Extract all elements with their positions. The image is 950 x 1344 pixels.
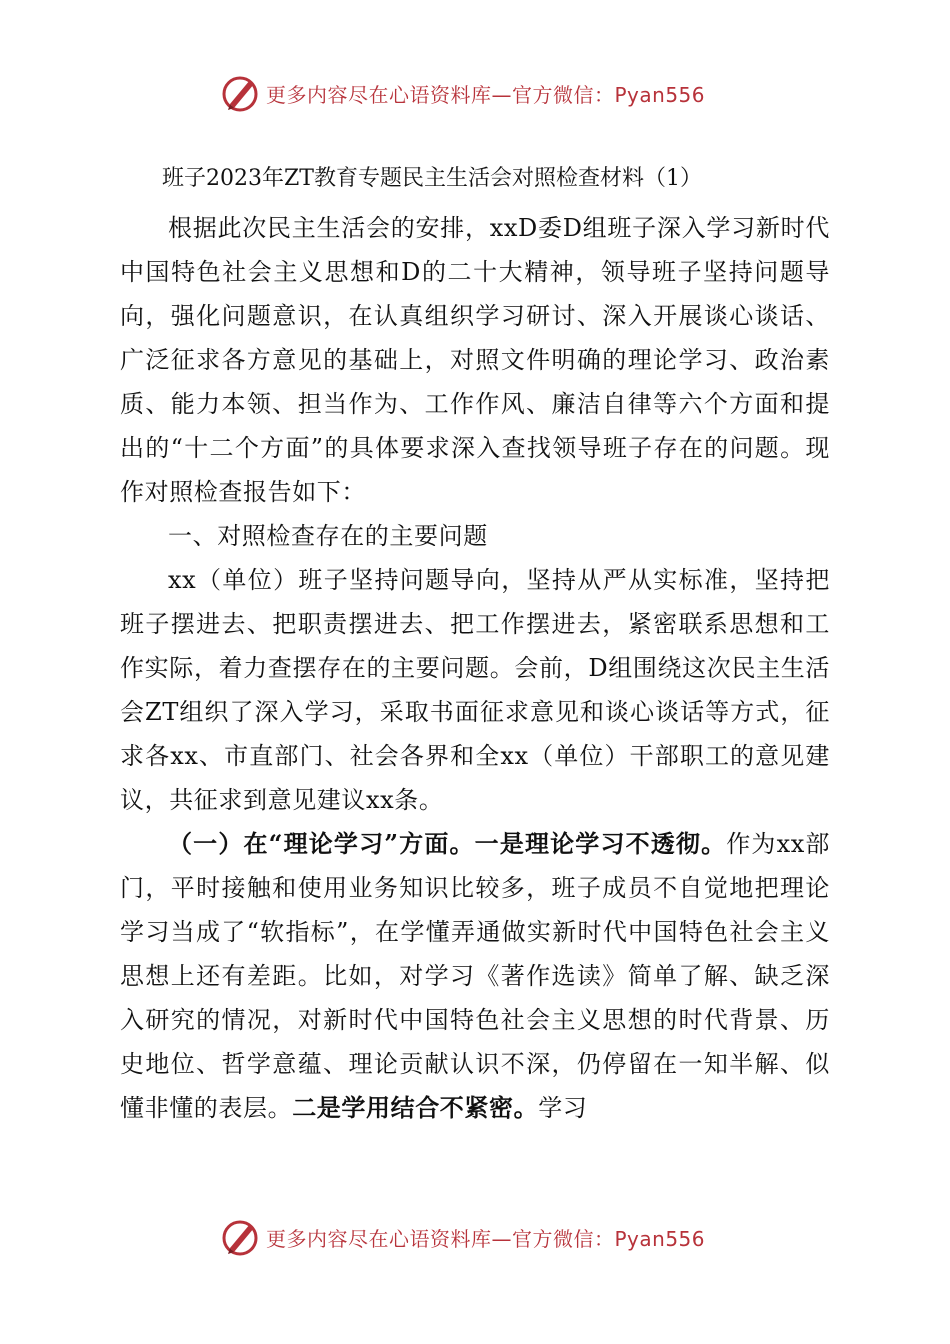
point-one-body: 作为xx部门，平时接触和使用业务知识比较多，班子成员不自觉地把理论学习当成了“软指标”，在学懂弄通做实新时代中国特色社会主义思想上还有差距。比如，对学习《著作选读》简单了解、缺乏深入研究的情况，对新时代中国特色社会主义思想的时代背景、历史地位、哲学意蕴、理论贡献认识不深，仍停留在一知半解、似懂非懂的表层。 — [120, 830, 830, 1122]
watermark-text: 更多内容尽在心语资料库—官方微信：Pyan556 — [266, 1226, 706, 1251]
section-heading: 一、对照检查存在的主要问题 — [168, 522, 488, 550]
subsection-paragraph — [120, 822, 830, 1130]
watermark-banner-top — [220, 70, 740, 116]
section-paragraph: xx（单位）班子坚持问题导向，坚持从严从实标准，坚持把班子摆进去、把职责摆进去、把工作摆进去，紧密联系思想和工作实际，着力查摆存在的主要问题。会前，D组围绕这次民主生活会ZT组织了深入学习，采取书面征求意见和谈心谈话等方式，征求各xx、市直部门、社会各界和全xx（单位）干部职工的意见建议，共征求到意见建议xx条。 — [120, 566, 830, 814]
watermark-banner-bottom — [220, 1214, 740, 1260]
document-title: 班子2023年ZT教育专题民主生活会对照检查材料（1） — [162, 166, 702, 191]
point-two-title: 二是学用结合不紧密。 — [292, 1093, 539, 1122]
subsection-heading: （一）在“理论学习”方面。 — [168, 829, 475, 858]
document-body — [120, 152, 830, 1130]
point-one-title: 一是理论学习不透彻。 — [474, 829, 727, 858]
pen-logo-icon — [220, 1216, 262, 1258]
watermark-text: 更多内容尽在心语资料库—官方微信：Pyan556 — [266, 82, 706, 107]
point-two-body: 学习 — [538, 1094, 588, 1122]
pen-logo-icon — [220, 72, 262, 114]
intro-paragraph: 根据此次民主生活会的安排，xxD委D组班子深入学习新时代中国特色社会主义思想和D的二十大精神，领导班子坚持问题导向，强化问题意识，在认真组织学习研讨、深入开展谈心谈话、广泛征求各方意见的基础上，对照文件明确的理论学习、政治素质、能力本领、担当作为、工作作风、廉洁自律等六个方面和提出的“十二个方面”的具体要求深入查找领导班子存在的问题。现作对照检查报告如下： — [120, 214, 830, 506]
